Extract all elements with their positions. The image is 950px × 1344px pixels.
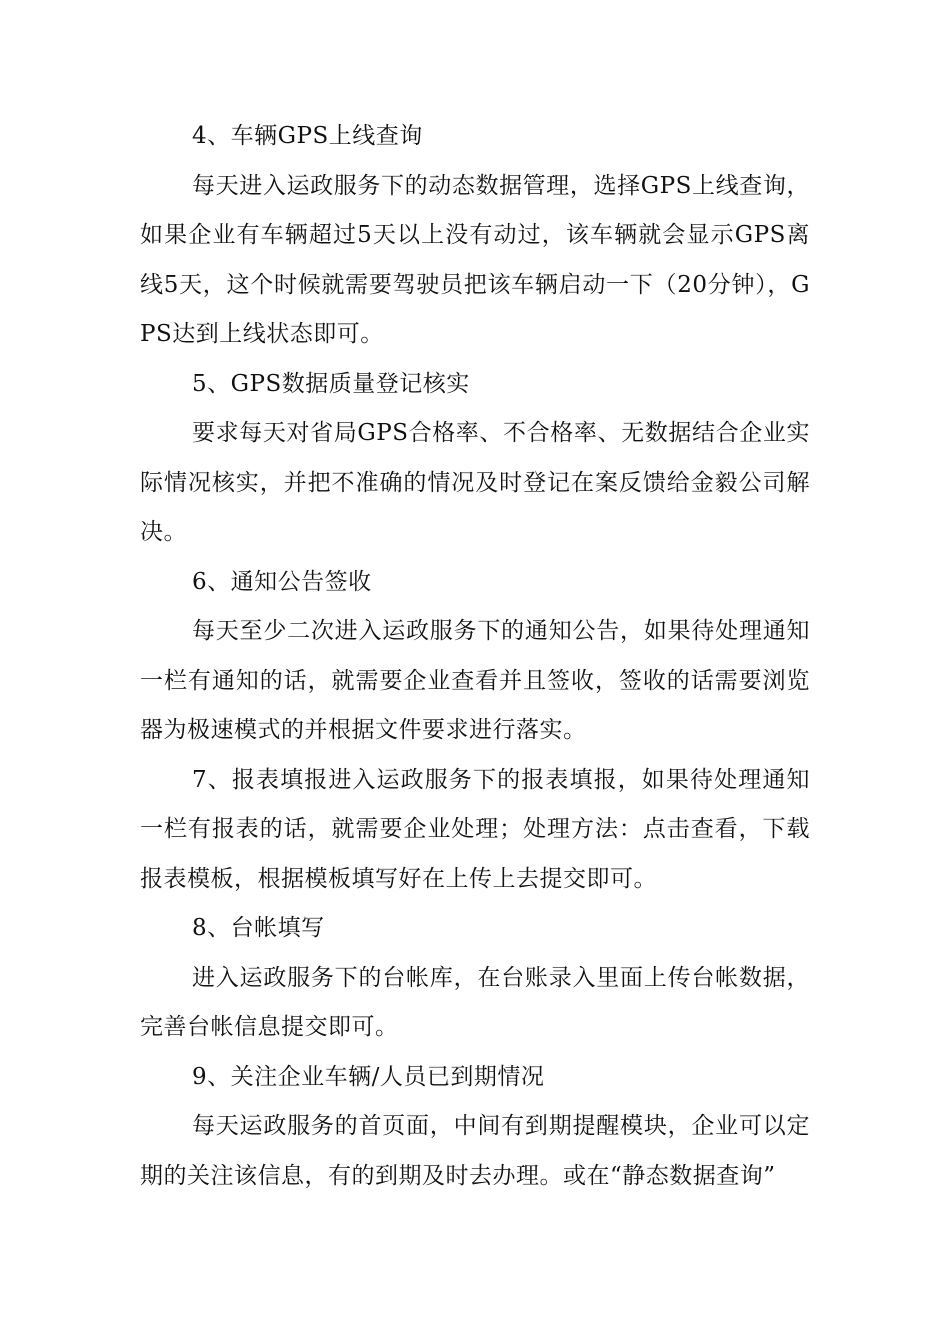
section-paragraph-7: 7、报表填报进入运政服务下的报表填报，如果待处理通知一栏有报表的话，就需要企业处理；处理方法：点击查看，下载报表模板，根据模板填写好在上传上去提交即可。 — [140, 766, 810, 892]
section-paragraph-4: 每天进入运政服务下的动态数据管理，选择GPS上线查询，如果企业有车辆超过5天以上没有动过，该车辆就会显示GPS离线5天，这个时候就需要驾驶员把该车辆启动一下（20分钟），GPS达到上线状态即可。 — [140, 172, 810, 347]
section-paragraph-5: 要求每天对省局GPS合格率、不合格率、无数据结合企业实际情况核实，并把不准确的情况及时登记在案反馈给金毅公司解决。 — [140, 420, 810, 545]
section-heading-6: 6、通知公告签收 — [192, 568, 372, 595]
section-paragraph-8: 进入运政服务下的台帐库，在台账录入里面上传台帐数据，完善台帐信息提交即可。 — [140, 964, 810, 1040]
section-heading-4: 4、车辆GPS上线查询 — [192, 123, 423, 149]
section-paragraph-9: 每天运政服务的首页面，中间有到期提醒模块，企业可以定期的关注该信息，有的到期及时去办理。或在“静态数据查询” — [140, 1113, 810, 1189]
section-paragraph-6: 每天至少二次进入运政服务下的通知公告，如果待处理通知一栏有通知的话，就需要企业查看并且签收，签收的话需要浏览器为极速模式的并根据文件要求进行落实。 — [140, 618, 810, 743]
document-body — [140, 112, 810, 1201]
section-heading-5: 5、GPS数据质量登记核实 — [192, 370, 470, 397]
section-heading-8: 8、台帐填写 — [192, 915, 325, 941]
section-heading-9: 9、关注企业车辆/人员已到期情况 — [192, 1063, 545, 1090]
